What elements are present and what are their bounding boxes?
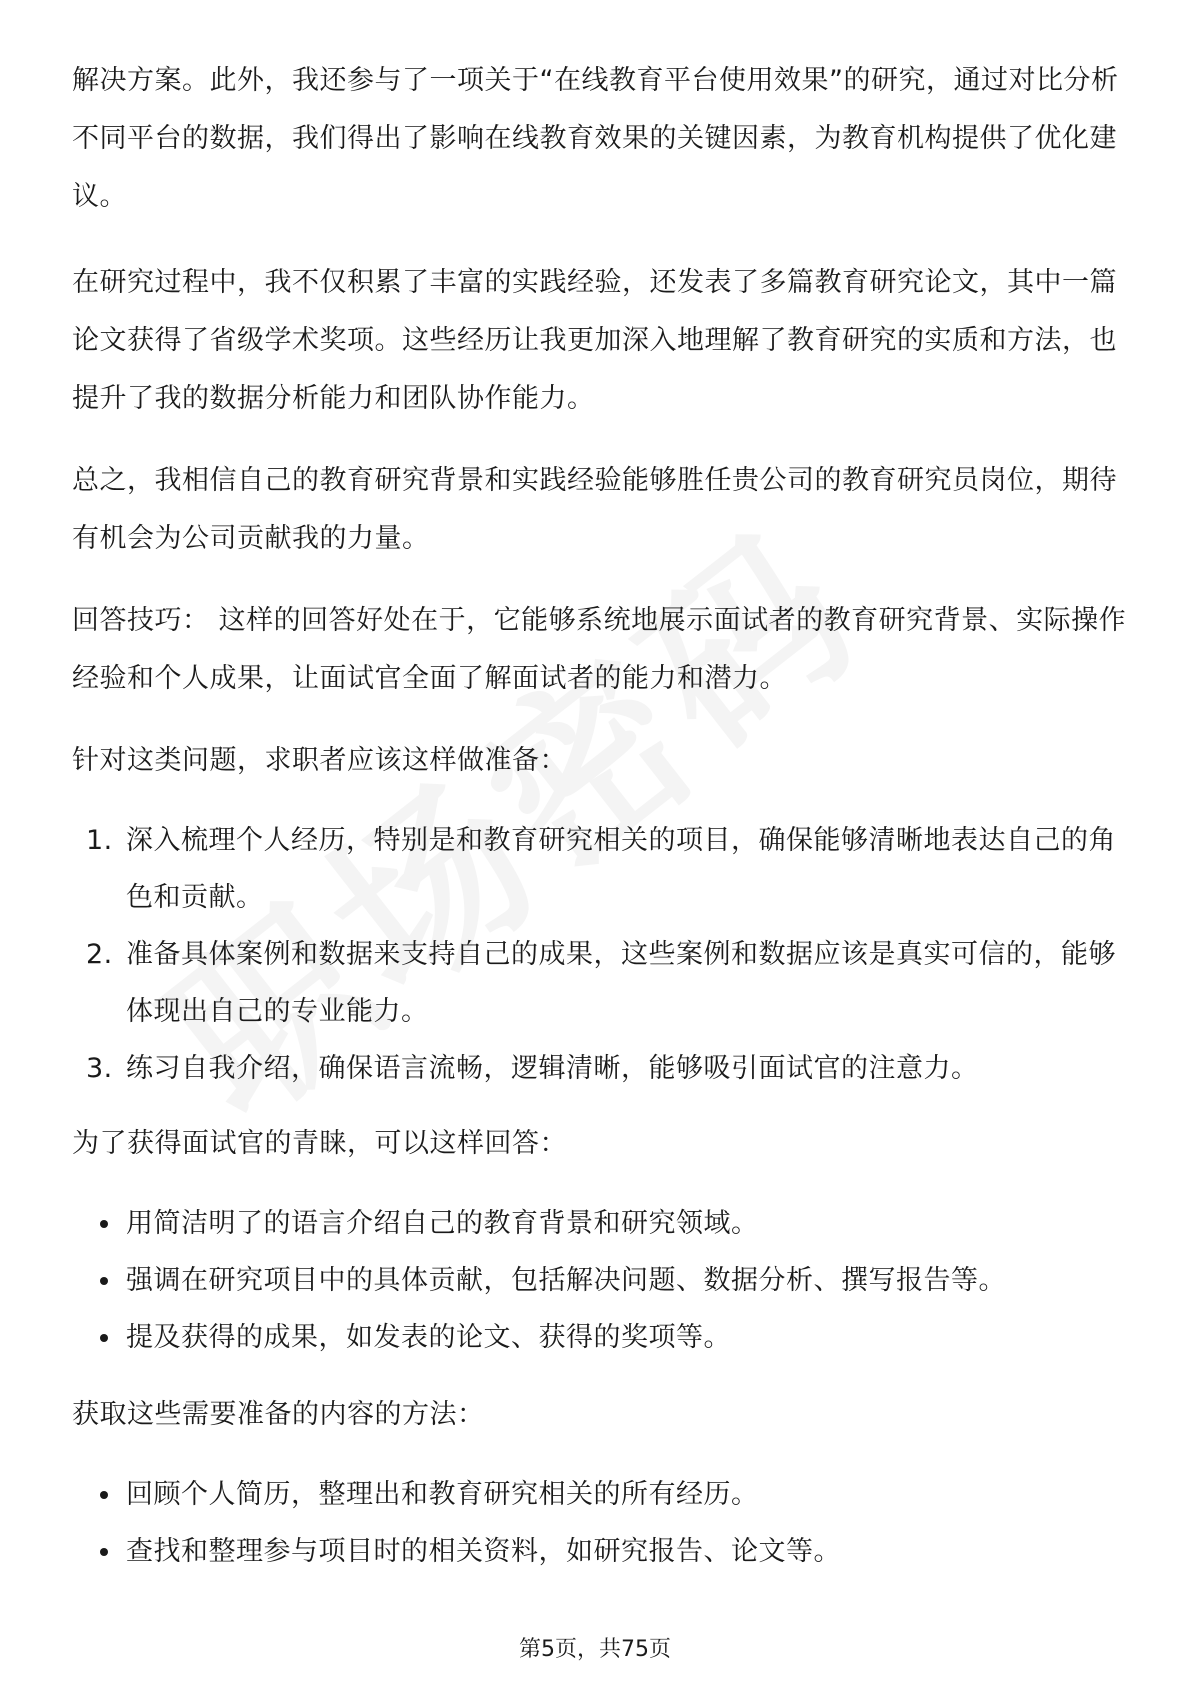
prep-list [72, 812, 1132, 1097]
method-list [72, 1466, 1132, 1580]
list-item-text: 查找和整理参与项目时的相关资料，如研究报告、论文等。 [126, 1536, 841, 1567]
list-item-text: 提及获得的成果，如发表的论文、获得的奖项等。 [126, 1322, 731, 1353]
paragraph-3: 总之，我相信自己的教育研究背景和实践经验能够胜任贵公司的教育研究员岗位，期待有机会为公司贡献我的力量。 [72, 465, 1117, 554]
paragraph-2: 在研究过程中，我不仅积累了丰富的实践经验，还发表了多篇教育研究论文，其中一篇论文获得了省级学术奖项。这些经历让我更加深入地理解了教育研究的实质和方法，也提升了我的数据分析能力和团队协作能力。 [72, 267, 1117, 414]
list-item [72, 1309, 1132, 1366]
list-item-text: 回顾个人简历，整理出和教育研究相关的所有经历。 [126, 1479, 759, 1510]
bullet-icon [100, 1491, 108, 1499]
bullet-icon [100, 1277, 108, 1285]
list-item [72, 1195, 1132, 1252]
list-item [72, 1466, 1132, 1523]
list-number: 1. [86, 825, 113, 856]
list-item [72, 1252, 1132, 1309]
paragraph-1: 解决方案。此外，我还参与了一项关于“在线教育平台使用效果”的研究，通过对比分析不同平台的数据，我们得出了影响在线教育效果的关键因素，为教育机构提供了优化建议。 [72, 65, 1119, 212]
bullet-icon [100, 1220, 108, 1228]
list-number: 3. [86, 1053, 113, 1084]
page-footer: 第5页，共75页 [519, 1637, 671, 1662]
list-item-text: 用简洁明了的语言介绍自己的教育背景和研究领域。 [126, 1208, 759, 1239]
bullet-icon [100, 1334, 108, 1342]
list-item-text: 练习自我介绍，确保语言流畅，逻辑清晰，能够吸引面试官的注意力。 [126, 1053, 979, 1084]
list-number: 2. [86, 939, 113, 970]
document-page [72, 52, 1132, 1580]
answer-intro: 为了获得面试官的青睐，可以这样回答： [72, 1128, 567, 1159]
prep-intro: 针对这类问题，求职者应该这样做准备： [72, 745, 567, 776]
list-item [72, 1040, 1132, 1097]
list-item [72, 812, 1132, 926]
list-item [72, 926, 1132, 1040]
paragraph-tips: 回答技巧： 这样的回答好处在于，它能够系统地展示面试者的教育研究背景、实际操作经验和个人成果，让面试官全面了解面试者的能力和潜力。 [72, 605, 1127, 694]
answer-list [72, 1195, 1132, 1366]
list-item-text: 强调在研究项目中的具体贡献，包括解决问题、数据分析、撰写报告等。 [126, 1265, 1006, 1296]
list-item [72, 1523, 1132, 1580]
list-item-text: 准备具体案例和数据来支持自己的成果，这些案例和数据应该是真实可信的，能够体现出自己的专业能力。 [126, 939, 1116, 1027]
method-intro: 获取这些需要准备的内容的方法： [72, 1399, 485, 1430]
list-item-text: 深入梳理个人经历，特别是和教育研究相关的项目，确保能够清晰地表达自己的角色和贡献。 [126, 825, 1116, 913]
bullet-icon [100, 1548, 108, 1556]
